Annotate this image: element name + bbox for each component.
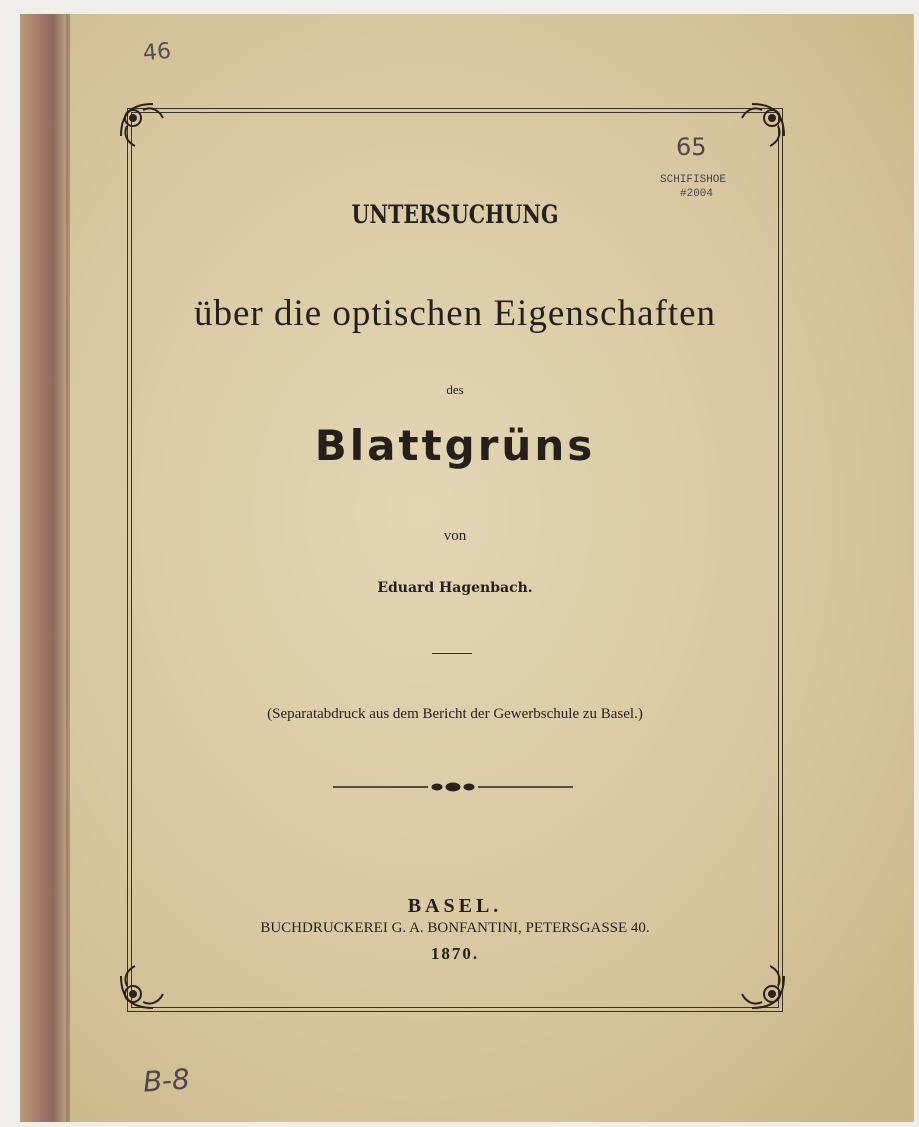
byline-von: von (443, 528, 467, 544)
subtitle: über die optischen Eigenschaften (193, 293, 717, 334)
heading-untersuchung: UNTERSUCHUNG (351, 200, 559, 229)
article-des: des (446, 382, 464, 397)
city: BASEL. (407, 895, 503, 917)
ornamental-divider (333, 779, 573, 795)
corner-ornament-top-right (728, 96, 792, 160)
stamp-line-2: #2004 (680, 188, 714, 200)
corner-ornament-top-left (113, 96, 177, 160)
spine-edge (66, 14, 70, 1122)
short-rule (432, 653, 472, 654)
reprint-note: (Separatabdruck aus dem Bericht der Gewerbschule zu Basel.) (267, 706, 643, 722)
handwritten-note-bottom-left: B-8 (141, 1062, 191, 1099)
main-title: Blattgrüns (314, 421, 596, 470)
year: 1870. (430, 944, 480, 963)
inner-border-frame (131, 112, 779, 1008)
library-stamp (660, 173, 780, 209)
stamp-line-1: SCHIFISHOE (660, 174, 727, 186)
printer: BUCHDRUCKEREI G. A. BONFANTINI, PETERSGASSE 40. (260, 920, 650, 936)
handwritten-note-top-right: 65 (676, 133, 707, 161)
author-name: Eduard Hagenbach. (377, 580, 533, 596)
book-spine (20, 14, 68, 1122)
handwritten-note-top-left: 46 (141, 38, 173, 67)
